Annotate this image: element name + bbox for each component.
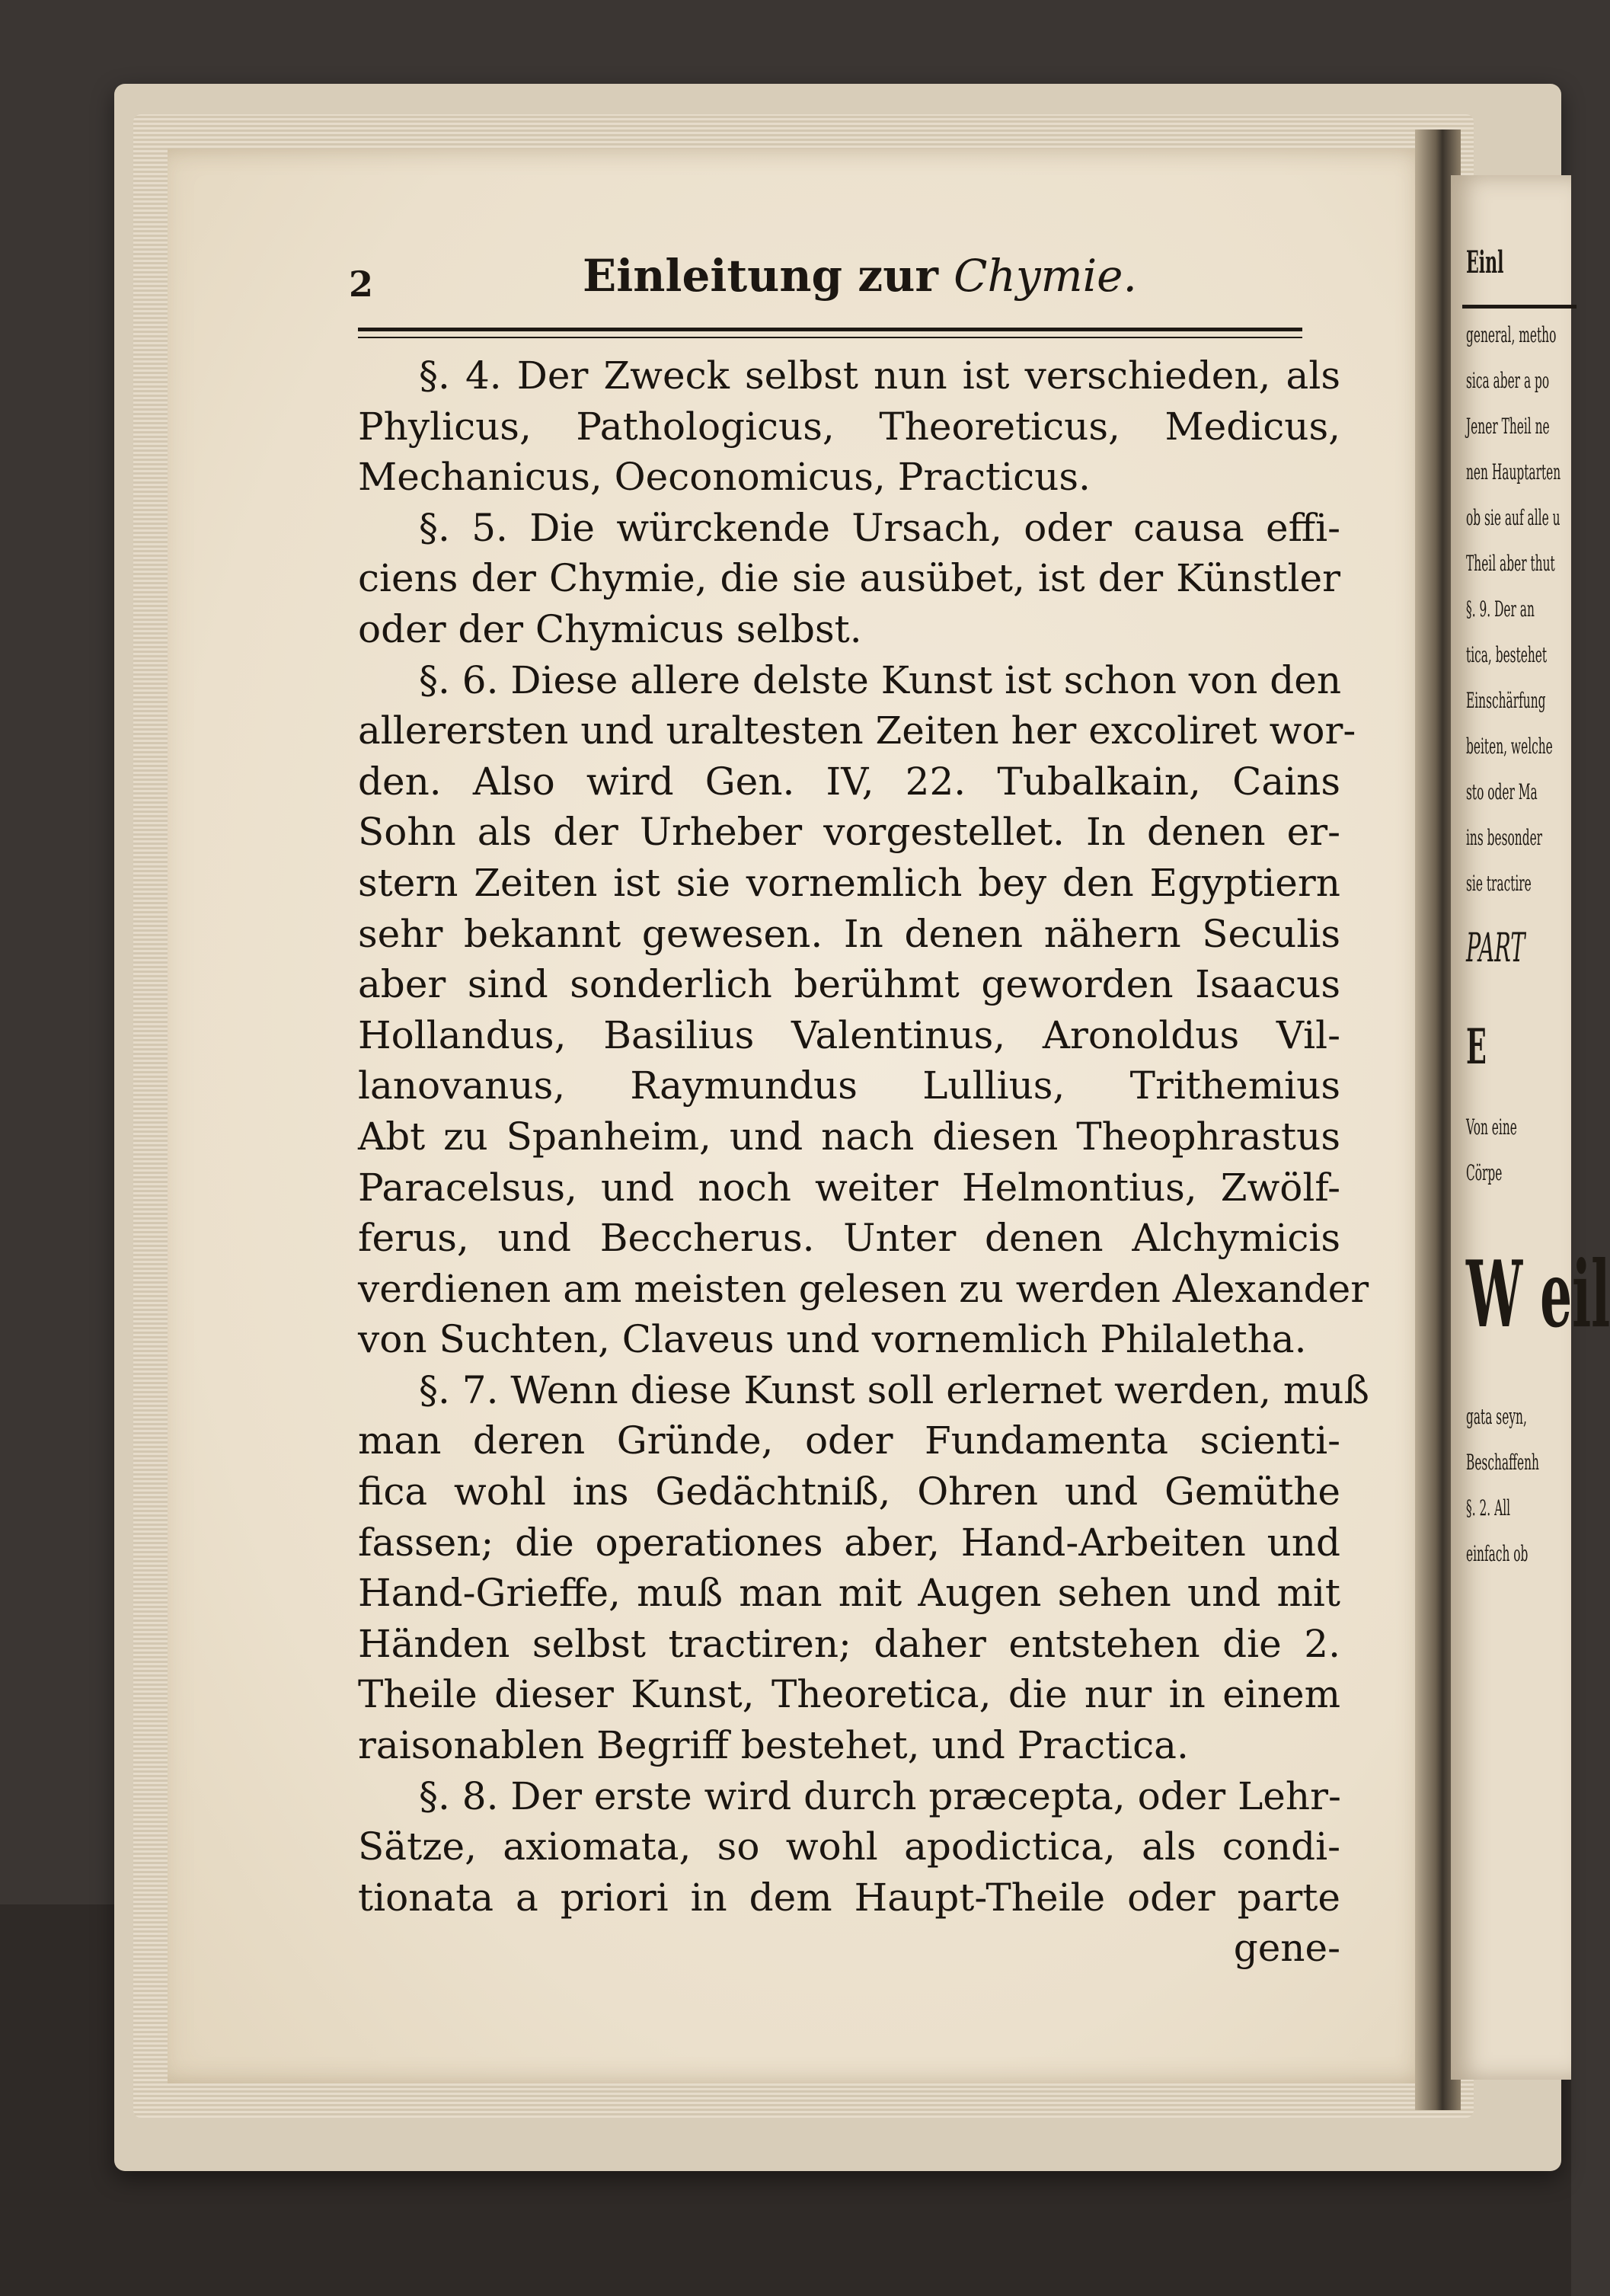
text-line: Hand-Grieffe, muß man mit Augen sehen und mit	[358, 1571, 1340, 1616]
right-line: ins besonder	[1466, 825, 1543, 850]
text-line: Paracelsus, und noch weiter Helmontius, Zwölf-	[358, 1165, 1340, 1210]
right-line: beiten, welche	[1466, 734, 1553, 759]
right-line: Theil aber thut	[1466, 551, 1555, 576]
text-line: Hollandus, Basilius Valentinus, Aronoldus Vil-	[358, 1012, 1340, 1057]
right-drop-cap: W eil	[1466, 1241, 1610, 1348]
running-title-fraktur: Einleitung zur	[583, 250, 938, 302]
text-line: Mechanicus, Oeconomicus, Practicus.	[358, 455, 1091, 500]
text-line: §. 8. Der erste wird durch præcepta, oder Lehr-	[419, 1773, 1341, 1818]
text-line: den. Also wird Gen. IV, 22. Tubalkain, Cains	[358, 759, 1340, 804]
text-line: Theile dieser Kunst, Theoretica, die nur in einem	[358, 1672, 1340, 1717]
text-line: tionata a priori in dem Haupt-Theile oder parte	[358, 1875, 1340, 1920]
right-part-heading: PART	[1466, 926, 1525, 971]
text-line: §. 4. Der Zweck selbst nun ist verschieden, als	[419, 353, 1340, 398]
right-line: tica, bestehet	[1466, 642, 1548, 667]
right-line: gata seyn,	[1466, 1404, 1527, 1429]
text-line: stern Zeiten ist sie vornemlich bey den Egyptiern	[358, 860, 1340, 905]
text-line: verdienen am meisten gelesen zu werden Alexander	[358, 1266, 1369, 1311]
text-line: Händen selbst tractiren; daher entstehen die 2.	[358, 1621, 1340, 1666]
page-number: 2	[349, 264, 374, 305]
text-line: sehr bekannt gewesen. In denen nähern Seculis	[358, 911, 1340, 956]
right-line: Cörpe	[1466, 1160, 1503, 1185]
right-line: einfach ob	[1466, 1541, 1529, 1566]
text-line: allerersten und uraltesten Zeiten her excoliret wor-	[358, 708, 1356, 753]
right-line: Von eine	[1466, 1114, 1517, 1140]
text-line: Sätze, axiomata, so wohl apodictica, als condi-	[358, 1824, 1340, 1869]
page-header	[350, 250, 1310, 318]
text-line: lanovanus, Raymundus Lullius, Trithemius	[358, 1063, 1340, 1108]
text-line: von Suchten, Claveus und vornemlich Philaletha.	[358, 1317, 1307, 1362]
right-line: Beschaffenh	[1466, 1450, 1539, 1475]
header-rule-thin	[358, 337, 1302, 338]
right-line: sto oder Ma	[1466, 779, 1538, 804]
text-line: fassen; die operationes aber, Hand-Arbeiten und	[358, 1520, 1340, 1565]
catchword: gene-	[1233, 1926, 1340, 1971]
text-line: §. 7. Wenn diese Kunst soll erlernet werden, muß	[419, 1367, 1369, 1412]
text-line: oder der Chymicus selbst.	[358, 606, 862, 651]
text-line: Phylicus, Pathologicus, Theoreticus, Medicus,	[358, 404, 1340, 449]
text-line: man deren Gründe, oder Fundamenta scienti-	[358, 1418, 1340, 1463]
header-rule	[358, 328, 1302, 331]
text-line: §. 6. Diese allere delste Kunst ist schon von den	[419, 657, 1342, 702]
text-line: raisonablen Begriff bestehet, und Practica.	[358, 1723, 1189, 1768]
text-line: fica wohl ins Gedächtniß, Ohren und Gemüthe	[358, 1469, 1340, 1514]
right-line: sie tractire	[1466, 871, 1532, 896]
right-line: sica aber a po	[1466, 368, 1550, 393]
running-title	[583, 250, 1137, 302]
right-line: §. 2. All	[1466, 1495, 1511, 1521]
right-page-fragments	[1466, 229, 1610, 1577]
right-line: §. 9. Der an	[1466, 596, 1535, 622]
right-line: nen Hauptarten	[1466, 459, 1561, 484]
body-text	[358, 350, 1369, 1974]
right-line: ob sie auf alle u	[1466, 505, 1560, 530]
text-line: ferus, und Beccherus. Unter denen Alchymicis	[358, 1216, 1340, 1261]
text-line: aber sind sonderlich berühmt geworden Isaacus	[358, 962, 1340, 1007]
text-line: ciens der Chymie, die sie ausübet, ist der Künstler	[358, 556, 1340, 601]
text-line: Abt zu Spanheim, und nach diesen Theophrastus	[358, 1114, 1340, 1159]
right-page-header: Einl	[1466, 245, 1504, 280]
text-line: §. 5. Die würckende Ursach, oder causa effi-	[419, 505, 1340, 550]
text-line: Sohn als der Urheber vorgestellet. In denen er-	[358, 810, 1340, 855]
right-line: general, metho	[1466, 322, 1557, 347]
running-title-italic: Chymie.	[954, 250, 1137, 302]
right-line: Jener Theil ne	[1466, 414, 1550, 439]
right-chapter-initial: E	[1466, 1018, 1487, 1076]
right-line: Einschärfung	[1466, 688, 1546, 713]
